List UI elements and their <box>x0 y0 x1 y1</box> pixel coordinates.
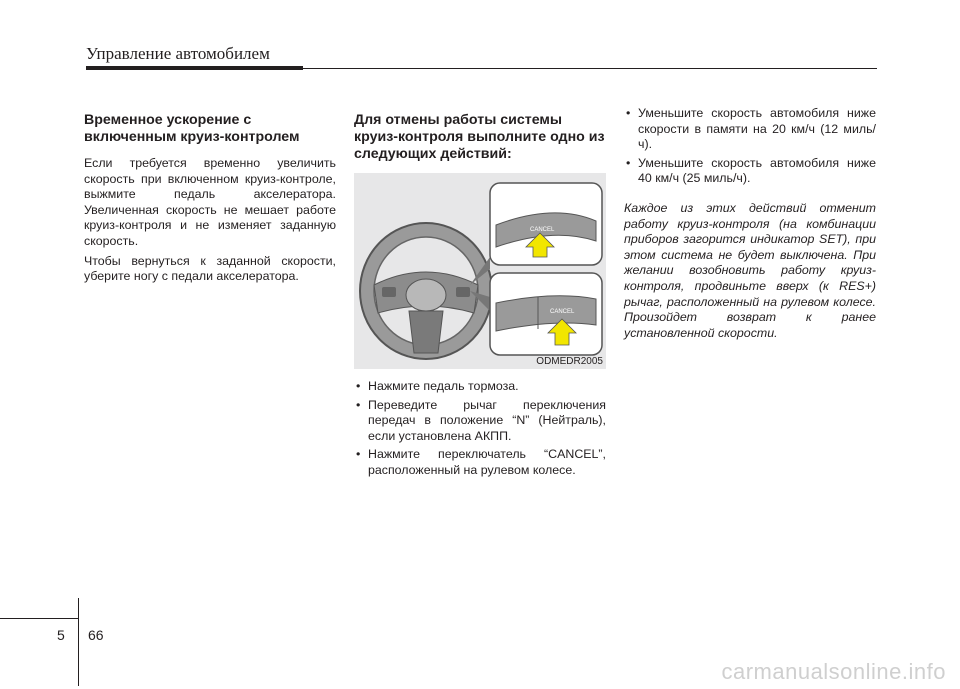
list-item: • Переведите рычаг переключения передач в положение “N” (Нейтраль), если установлена АКПП. <box>356 397 606 443</box>
bullet-dot: • <box>626 106 631 120</box>
header-title: Управление автомобилем <box>86 44 270 63</box>
cancel-label-upper: CANCEL <box>530 227 555 233</box>
header-rule-thick <box>86 66 303 70</box>
page-number: 66 <box>88 627 104 643</box>
cancel-actions-list <box>354 379 606 479</box>
paragraph-acceleration: Если требуется временно увеличить скорость при включенном круиз-контроле, выжмите педаль акселератора. Увеличенная скорость не мешает работе круиз-контроля и не изменяет заданную скорость. <box>84 156 336 248</box>
cancel-note: Каждое из этих действий отменит работу круиз-контроля (на комбинации приборов загорится индикатор SET), при этом система не будет выключена. При желании возобновить работу круиз-контроля, продвиньте вверх (к RES+) рычаг, расположенный на рулевом колесе. Произойдет возврат к ранее установленной скорости. <box>624 200 876 340</box>
column-middle <box>354 112 606 482</box>
bullet-dot: • <box>356 397 361 412</box>
column-right <box>624 106 876 341</box>
footer-divider <box>78 598 79 686</box>
cancel-actions-list-cont <box>624 106 876 187</box>
list-item: • Уменьшите скорость автомобиля ниже 40 км/ч (25 миль/ч). <box>626 155 876 186</box>
watermark: carmanualsonline.info <box>721 659 946 684</box>
figure-caption: ODMEDR2005 <box>536 356 603 367</box>
section-heading-cancel: Для отмены работы системы круиз-контроля выполните одно из следующих действий: <box>354 112 605 162</box>
bullet-dot: • <box>356 379 361 393</box>
list-item: • Нажмите переключатель “CANCEL”, расположенный на рулевом колесе. <box>356 447 606 477</box>
bullet-dot: • <box>626 155 631 170</box>
header-rule-thin <box>303 68 877 69</box>
column-left <box>84 112 336 289</box>
steering-wheel-figure <box>354 173 606 369</box>
section-heading-acceleration: Временное ускорение с включенным круиз-контролем <box>84 112 300 145</box>
list-item: • Нажмите педаль тормоза. <box>356 379 519 393</box>
steering-wheel-illustration <box>354 173 606 369</box>
footer-rule <box>0 618 78 619</box>
chapter-number: 5 <box>57 627 65 643</box>
list-item: • Уменьшите скорость автомобиля ниже скорости в памяти на 20 км/ч (12 миль/ч). <box>626 106 876 152</box>
cancel-label-lower: CANCEL <box>550 309 575 315</box>
paragraph-return-speed: Чтобы вернуться к заданной скорости, уберите ногу с педали акселератора. <box>84 253 336 284</box>
bullet-dot: • <box>356 447 361 462</box>
